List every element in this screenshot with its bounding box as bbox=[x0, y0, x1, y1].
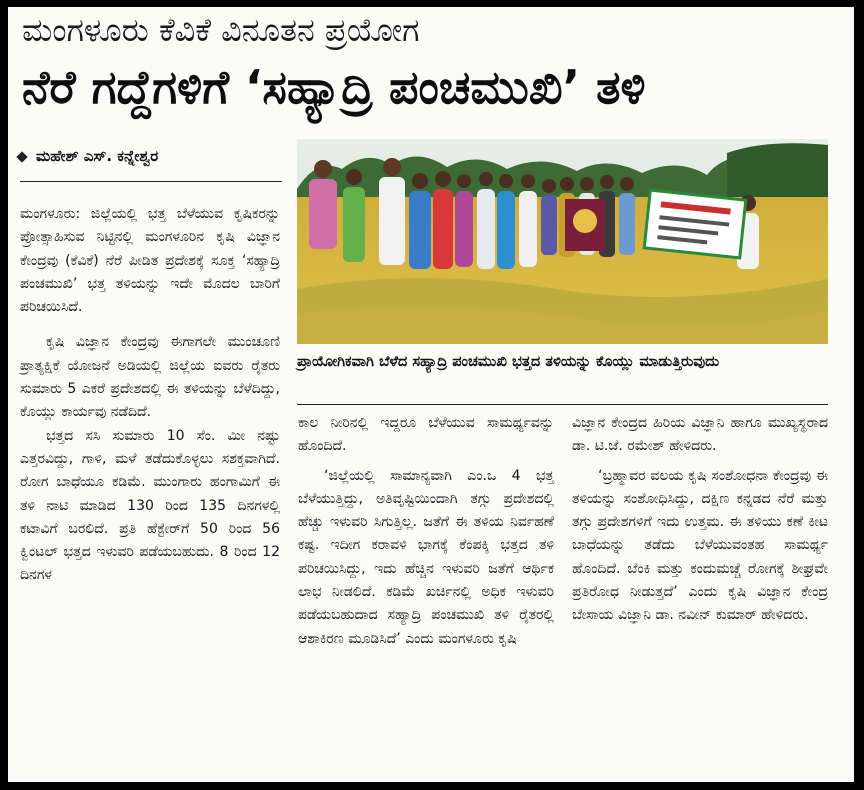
paragraph: ‘ಜಿಲ್ಲೆಯಲ್ಲಿ ಸಾಮಾನ್ಯವಾಗಿ ಎಂ.ಒ 4 ಭತ್ತ ಬೆಳೆಯುತ್ತಿದ್ದು, ಅತಿವೃಷ್ಟಿಯಿಂದಾಗಿ ತಗ್ಗು ಪ್ರದೇಶದಲ್ಲಿ ಹೆಚ್ಚು ಇಳುವರಿ ಸಿಗುತ್ತಿಲ್ಲ. ಜತೆಗೆ ಈ ತಳಿಯ ನಿರ್ವಹಣೆ ಕಷ್ಟ. ಇದೀಗ ಕರಾವಳಿ ಭಾಗಕ್ಕೆ ಕೆಂಪಕ್ಕಿ ಭತ್ತದ ತಳಿ ಪರಿಚಯಿಸಿದ್ದು, ಇದು ಹೆಚ್ಚಿನ ಇಳುವರಿ ಜತೆಗೆ ಆರ್ಥಿಕ ಲಾಭ ನೀಡಲಿದೆ. ಕಡಿಮೆ ಖರ್ಚಿನಲ್ಲಿ ಅಧಿಕ ಇಳುವರಿ ಪಡೆಯಬಹುದಾದ ಸಹ್ಯಾದ್ರಿ ಪಂಚಮುಖಿ ತಳಿ ರೈತರಲ್ಲಿ ಆಶಾಕಿರಣ ಮೂಡಿಸಿದೆ’ ಎಂದು ಮಂಗಳೂರು ಕೃಷಿ bbox=[298, 467, 554, 647]
paragraph: ಕೃಷಿ ವಿಜ್ಞಾನ ಕೇಂದ್ರವು ಈಗಾಗಲೇ ಮುಂಚೂಣಿ ಪ್ರಾತ್ಯಕ್ಷಿಕೆ ಯೋಜನೆ ಅಡಿಯಲ್ಲಿ ಜಿಲ್ಲೆಯ ಐವರು ರೈತರು ಸುಮಾರು 5 ಎಕರೆ ಪ್ರದೇಶದಲ್ಲಿ ಈ ತಳಿಯನ್ನು ಬೆಳೆದಿದ್ದು, ಕೊಯ್ಲು ಕಾರ್ಯವು ನಡೆದಿದೆ. bbox=[20, 334, 280, 421]
paragraph: ಮಂಗಳೂರು: ಜಿಲ್ಲೆಯಲ್ಲಿ ಭತ್ತ ಬೆಳೆಯುವ ಕೃಷಿಕರನ್ನು ಪ್ರೋತ್ಸಾಹಿಸುವ ನಿಟ್ಟಿನಲ್ಲಿ ಮಂಗಳೂರಿನ ಕೃಷಿ ವಿಜ್ಞಾನ ಕೇಂದ್ರವು (ಕೆವಿಕೆ) ನೆರೆ ಪೀಡಿತ ಪ್ರದೇಶಕ್ಕೆ ಸೂಕ್ತ ‘ಸಹ್ಯಾದ್ರಿ ಪಂಚಮುಖಿ’ ಭತ್ತ ತಳಿಯನ್ನು ಇದೇ ಮೊದಲ ಬಾರಿಗೆ ಪರಿಚಯಿಸಿದೆ. bbox=[20, 206, 280, 316]
article-column-1 bbox=[20, 203, 280, 588]
paragraph: ಭತ್ತದ ಸಸಿ ಸುಮಾರು 10 ಸೆಂ. ಮೀ ನಷ್ಟು ಎತ್ತರವಿದ್ದು, ಗಾಳಿ, ಮಳೆ ತಡೆದುಕೊಳ್ಳಲು ಸಶಕ್ತವಾಗಿದೆ. ರೋಗ ಬಾಧೆಯೂ ಕಡಿಮೆ. ಮುಂಗಾರು ಹಂಗಾಮಿಗೆ ಈ ತಳಿ ನಾಟಿ ಮಾಡಿದ 130 ರಿಂದ 135 ದಿನಗಳಲ್ಲಿ ಕಟಾವಿಗೆ ಬರಲಿದೆ. ಪ್ರತಿ ಹೆಕ್ಟೇರ್‌ಗೆ 50 ರಿಂದ 56 ಕ್ವಿಂಟಲ್ ಭತ್ತದ ಇಳುವರಿ ಪಡೆಯಬಹುದು. 8 ರಿಂದ 12 ದಿನಗಳ bbox=[20, 427, 280, 584]
article-headline: ನೆರೆ ಗದ್ದೆಗಳಿಗೆ ‘ಸಹ್ಯಾದ್ರಿ ಪಂಚಮುಖಿ’ ತಳಿ bbox=[22, 60, 646, 114]
paragraph: ವಿಜ್ಞಾನ ಕೇಂದ್ರದ ಹಿರಿಯ ವಿಜ್ಞಾನಿ ಹಾಗೂ ಮುಖ್ಯಸ್ಥರಾದ ಡಾ. ಟಿ.ಜೆ. ರಮೇಶ್ ಹೇಳಿದರು. bbox=[572, 415, 828, 455]
byline-divider bbox=[20, 181, 282, 182]
article-column-2 bbox=[298, 412, 554, 651]
paragraph: ಕಾಲ ನೀರಿನಲ್ಲಿ ಇದ್ದರೂ ಬೆಳೆಯುವ ಸಾಮರ್ಥ್ಯವನ್ನು ಹೊಂದಿದೆ. bbox=[298, 415, 554, 455]
article-kicker: ಮಂಗಳೂರು ಕೆವಿಕೆ ವಿನೂತನ ಪ್ರಯೋಗ bbox=[22, 11, 420, 49]
byline bbox=[18, 147, 158, 165]
byline-bullet-icon bbox=[16, 151, 27, 162]
newspaper-clipping bbox=[8, 7, 854, 782]
harvest-photo bbox=[297, 139, 828, 344]
paragraph: ‘ಬ್ರಹ್ಮಾವರ ವಲಯ ಕೃಷಿ ಸಂಶೋಧನಾ ಕೇಂದ್ರವು ಈ ತಳಿಯನ್ನು ಸಂಶೋಧಿಸಿದ್ದು, ದಕ್ಷಿಣ ಕನ್ನಡದ ನೆರೆ ಮತ್ತು ತಗ್ಗು ಪ್ರದೇಶಗಳಿಗೆ ಇದು ಉತ್ತಮ. ಈ ತಳಿಯು ಕಣೆ ಕೀಟ ಬಾಧೆಯನ್ನು ತಡೆದು ಬೆಳೆಯುವಂತಹ ಸಾಮರ್ಥ್ಯ ಹೊಂದಿದೆ. ಬೆಂಕಿ ಮತ್ತು ಕಂದುಮಚ್ಚೆ ರೋಗಕ್ಕೆ ಶೀಘ್ರವೇ ಪ್ರತಿರೋಧ ನೀಡುತ್ತದೆ’ ಎಂದು ಕೃಷಿ ವಿಜ್ಞಾನ ಕೇಂದ್ರ ಬೇಸಾಯ ವಿಜ್ಞಾನಿ ಡಾ. ನವೀನ್ ಕುಮಾರ್ ಹೇಳಿದರು. bbox=[572, 467, 828, 624]
caption-divider bbox=[297, 404, 828, 405]
paddy-field-image bbox=[297, 139, 828, 344]
byline-author: ಮಹೇಶ್ ಎಸ್. ಕನ್ನೇಶ್ವರ bbox=[36, 147, 159, 165]
article-column-3 bbox=[572, 412, 828, 628]
photo-caption: ಪ್ರಾಯೋಗಿಕವಾಗಿ ಬೆಳೆದ ಸಹ್ಯಾದ್ರಿ ಪಂಚಮುಖಿ ಭತ್ತದ ತಳಿಯನ್ನು ಕೊಯ್ಲು ಮಾಡುತ್ತಿರುವುದು bbox=[297, 354, 720, 370]
